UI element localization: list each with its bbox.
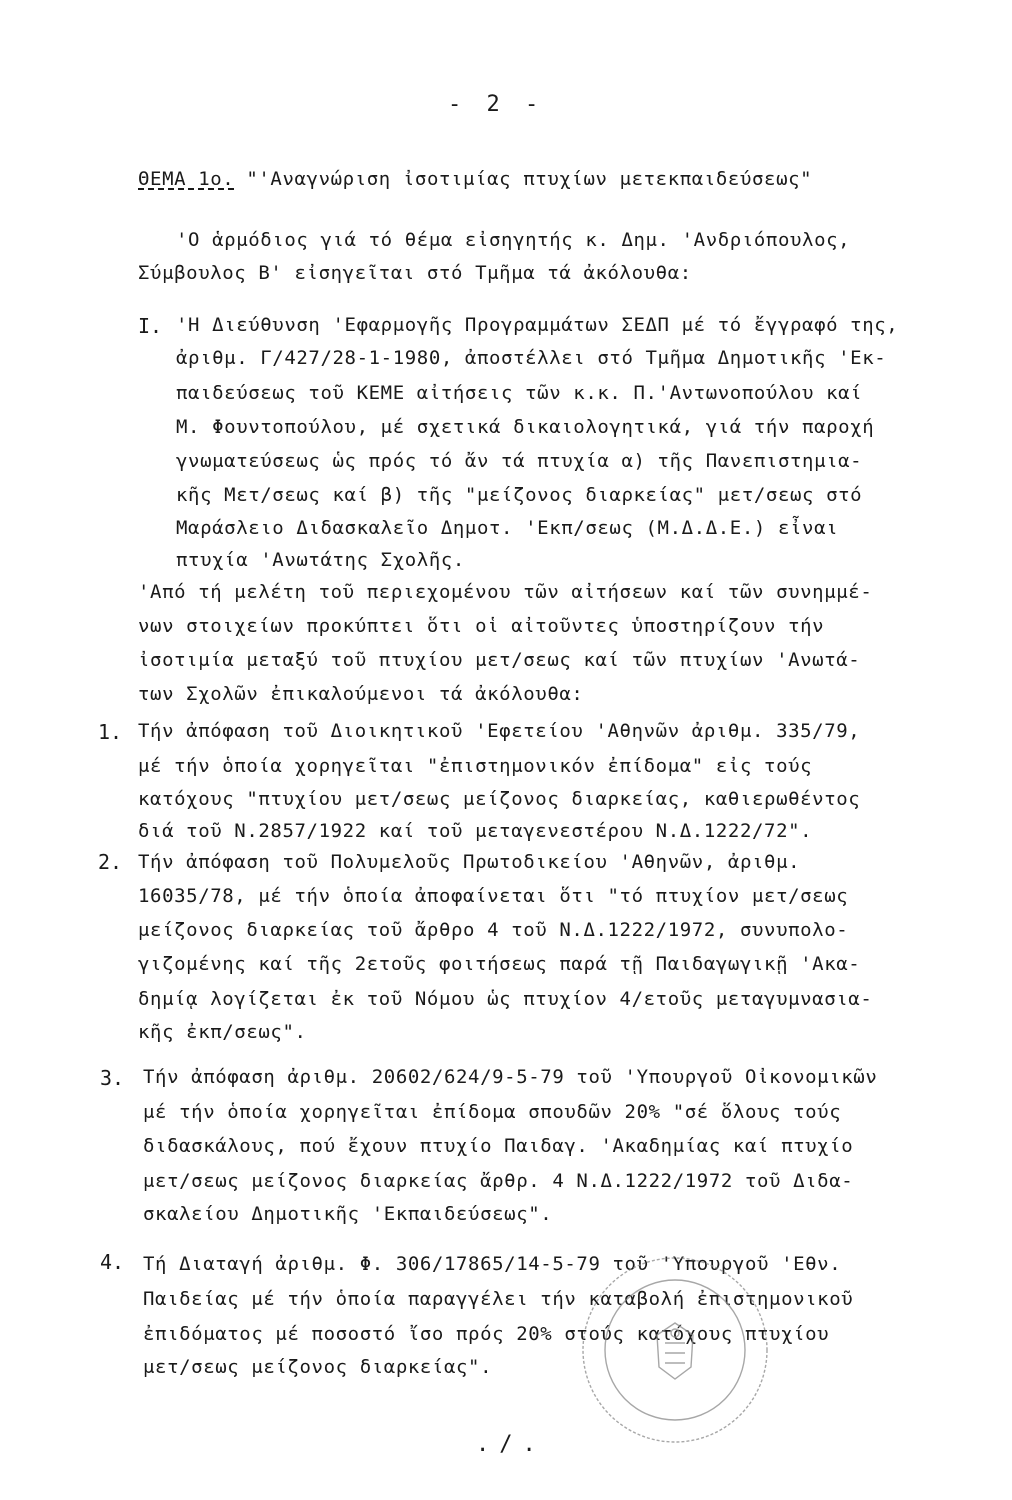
topic-heading bbox=[138, 170, 812, 189]
intro-line: Σύμβουλος Β' εἰσηγεῖται στό Τμῆμα τά ἀκόλουθα: bbox=[138, 262, 692, 284]
item-line: Τήν ἀπόφαση ἀριθμ. 20602/624/9-5-79 τοῦ 'Υπουργοῦ Οἰκονομικῶν bbox=[143, 1066, 878, 1088]
section-line: Μαράσλειο Διδασκαλεῖο Δημοτ. 'Εκπ/σεως (Μ.Δ.Δ.Ε.) εἶναι bbox=[176, 517, 839, 539]
item-line: μείζονος διαρκείας τοῦ ἄρθρο 4 τοῦ Ν.Δ.1222/1972, συνυπολο- bbox=[138, 919, 849, 941]
item-line: μετ/σεως μείζονος διαρκείας". bbox=[143, 1356, 493, 1378]
item-line: Τή Διαταγή ἀριθμ. Φ. 306/17865/14-5-79 τοῦ 'Υπουργοῦ 'Εθν. bbox=[143, 1253, 842, 1275]
item-line: μέ τήν ὁποία χορηγεῖται ἐπίδομα σπουδῶν 20% "σέ ὅλους τούς bbox=[143, 1101, 842, 1123]
item-line: Παιδείας μέ τήν ὁποία παραγγέλει τήν καταβολή ἐπιστημονικοῦ bbox=[143, 1288, 854, 1310]
item-line: δημίᾳ λογίζεται ἐκ τοῦ Νόμου ὡς πτυχίον 4/ετοῦς μεταγυμνασια- bbox=[138, 988, 873, 1010]
section-line: πτυχία 'Ανωτάτης Σχολῆς. bbox=[176, 549, 465, 571]
section-line: γνωματεύσεως ὡς πρός τό ἄν τά πτυχία α) τῆς Πανεπιστημια- bbox=[176, 450, 863, 472]
topic-label: ΘΕΜΑ 1ο. bbox=[138, 168, 235, 190]
section-line: Μ. Φουντοπούλου, μέ σχετικά δικαιολογητικά, γιά τήν παροχή bbox=[176, 416, 875, 438]
item-line: Τήν ἀπόφαση τοῦ Διοικητικοῦ 'Εφετείου 'Αθηνῶν ἀριθμ. 335/79, bbox=[138, 720, 861, 742]
item-line: μετ/σεως μείζονος διαρκείας ἄρθρ. 4 Ν.Δ.1222/1972 τοῦ Διδα- bbox=[143, 1170, 854, 1192]
item-line: διδασκάλους, πού ἔχουν πτυχίο Παιδαγ. 'Ακαδημίας καί πτυχίο bbox=[143, 1135, 854, 1157]
item-line: κατόχους "πτυχίου μετ/σεως μείζονος διαρκείας, καθιερωθέντος bbox=[138, 788, 861, 810]
section-line: κῆς Μετ/σεως καί β) τῆς "μείζονος διαρκείας" μετ/σεως στό bbox=[176, 484, 863, 506]
item-number: 1. bbox=[98, 720, 123, 744]
item-line: σκαλείου Δημοτικῆς 'Εκπαιδεύσεως". bbox=[143, 1203, 553, 1225]
section-line: ἀριθμ. Γ/427/28-1-1980, ἀποστέλλει στό Τμῆμα Δημοτικῆς 'Εκ- bbox=[176, 347, 887, 369]
section-line: παιδεύσεως τοῦ ΚΕΜΕ αἰτήσεις τῶν κ.κ. Π.'Αντωνοπούλου καί bbox=[176, 382, 863, 404]
item-line: κῆς ἐκπ/σεως". bbox=[138, 1021, 307, 1043]
study-line: 'Από τή μελέτη τοῦ περιεχομένου τῶν αἰτήσεων καί τῶν συνημμέ- bbox=[138, 581, 873, 603]
item-number: 3. bbox=[100, 1066, 125, 1090]
section-marker: I. bbox=[138, 314, 163, 338]
item-line: 16035/78, μέ τήν ὁποία ἀποφαίνεται ὅτι "τό πτυχίον μετ/σεως bbox=[138, 885, 849, 907]
end-mark: ./. bbox=[476, 1432, 546, 1457]
item-number: 4. bbox=[100, 1250, 125, 1274]
study-line: των Σχολῶν ἐπικαλούμενοι τά ἀκόλουθα: bbox=[138, 683, 584, 705]
item-line: γιζομένης καί τῆς 2ετοῦς φοιτήσεως παρά τῇ Παιδαγωγικῇ 'Ακα- bbox=[138, 953, 861, 975]
item-line: διά τοῦ Ν.2857/1922 καί τοῦ μεταγενεστέρου Ν.Δ.1222/72". bbox=[138, 820, 813, 842]
item-line: Τήν ἀπόφαση τοῦ Πολυμελοῦς Πρωτοδικείου 'Αθηνῶν, ἀριθμ. bbox=[138, 851, 801, 873]
section-line: 'Η Διεύθυνση 'Εφαρμογῆς Προγραμμάτων ΣΕΔΠ μέ τό ἔγγραφό της, bbox=[176, 314, 899, 336]
page-number: - 2 - bbox=[448, 92, 545, 117]
item-number: 2. bbox=[98, 850, 123, 874]
topic-title: "'Αναγνώριση ἰσοτιμίας πτυχίων μετεκπαιδεύσεως" bbox=[246, 168, 813, 190]
study-line: νων στοιχείων προκύπτει ὅτι οἱ αἰτοῦντες ὑποστηρίζουν τήν bbox=[138, 615, 825, 637]
official-seal-stamp bbox=[575, 1245, 775, 1455]
intro-line: 'Ο ἁρμόδιος γιά τό θέμα εἰσηγητής κ. Δημ. 'Ανδριόπουλος, bbox=[176, 229, 851, 251]
item-line: μέ τήν ὁποία χορηγεῖται "ἐπιστημονικόν ἐπίδομα" εἰς τούς bbox=[138, 755, 813, 777]
study-line: ἰσοτιμία μεταξύ τοῦ πτυχίου μετ/σεως καί τῶν πτυχίων 'Ανωτά- bbox=[138, 649, 861, 671]
item-line: ἐπιδόματος μέ ποσοστό ἴσο πρός 20% στούς κατόχους πτυχίου bbox=[143, 1323, 830, 1345]
